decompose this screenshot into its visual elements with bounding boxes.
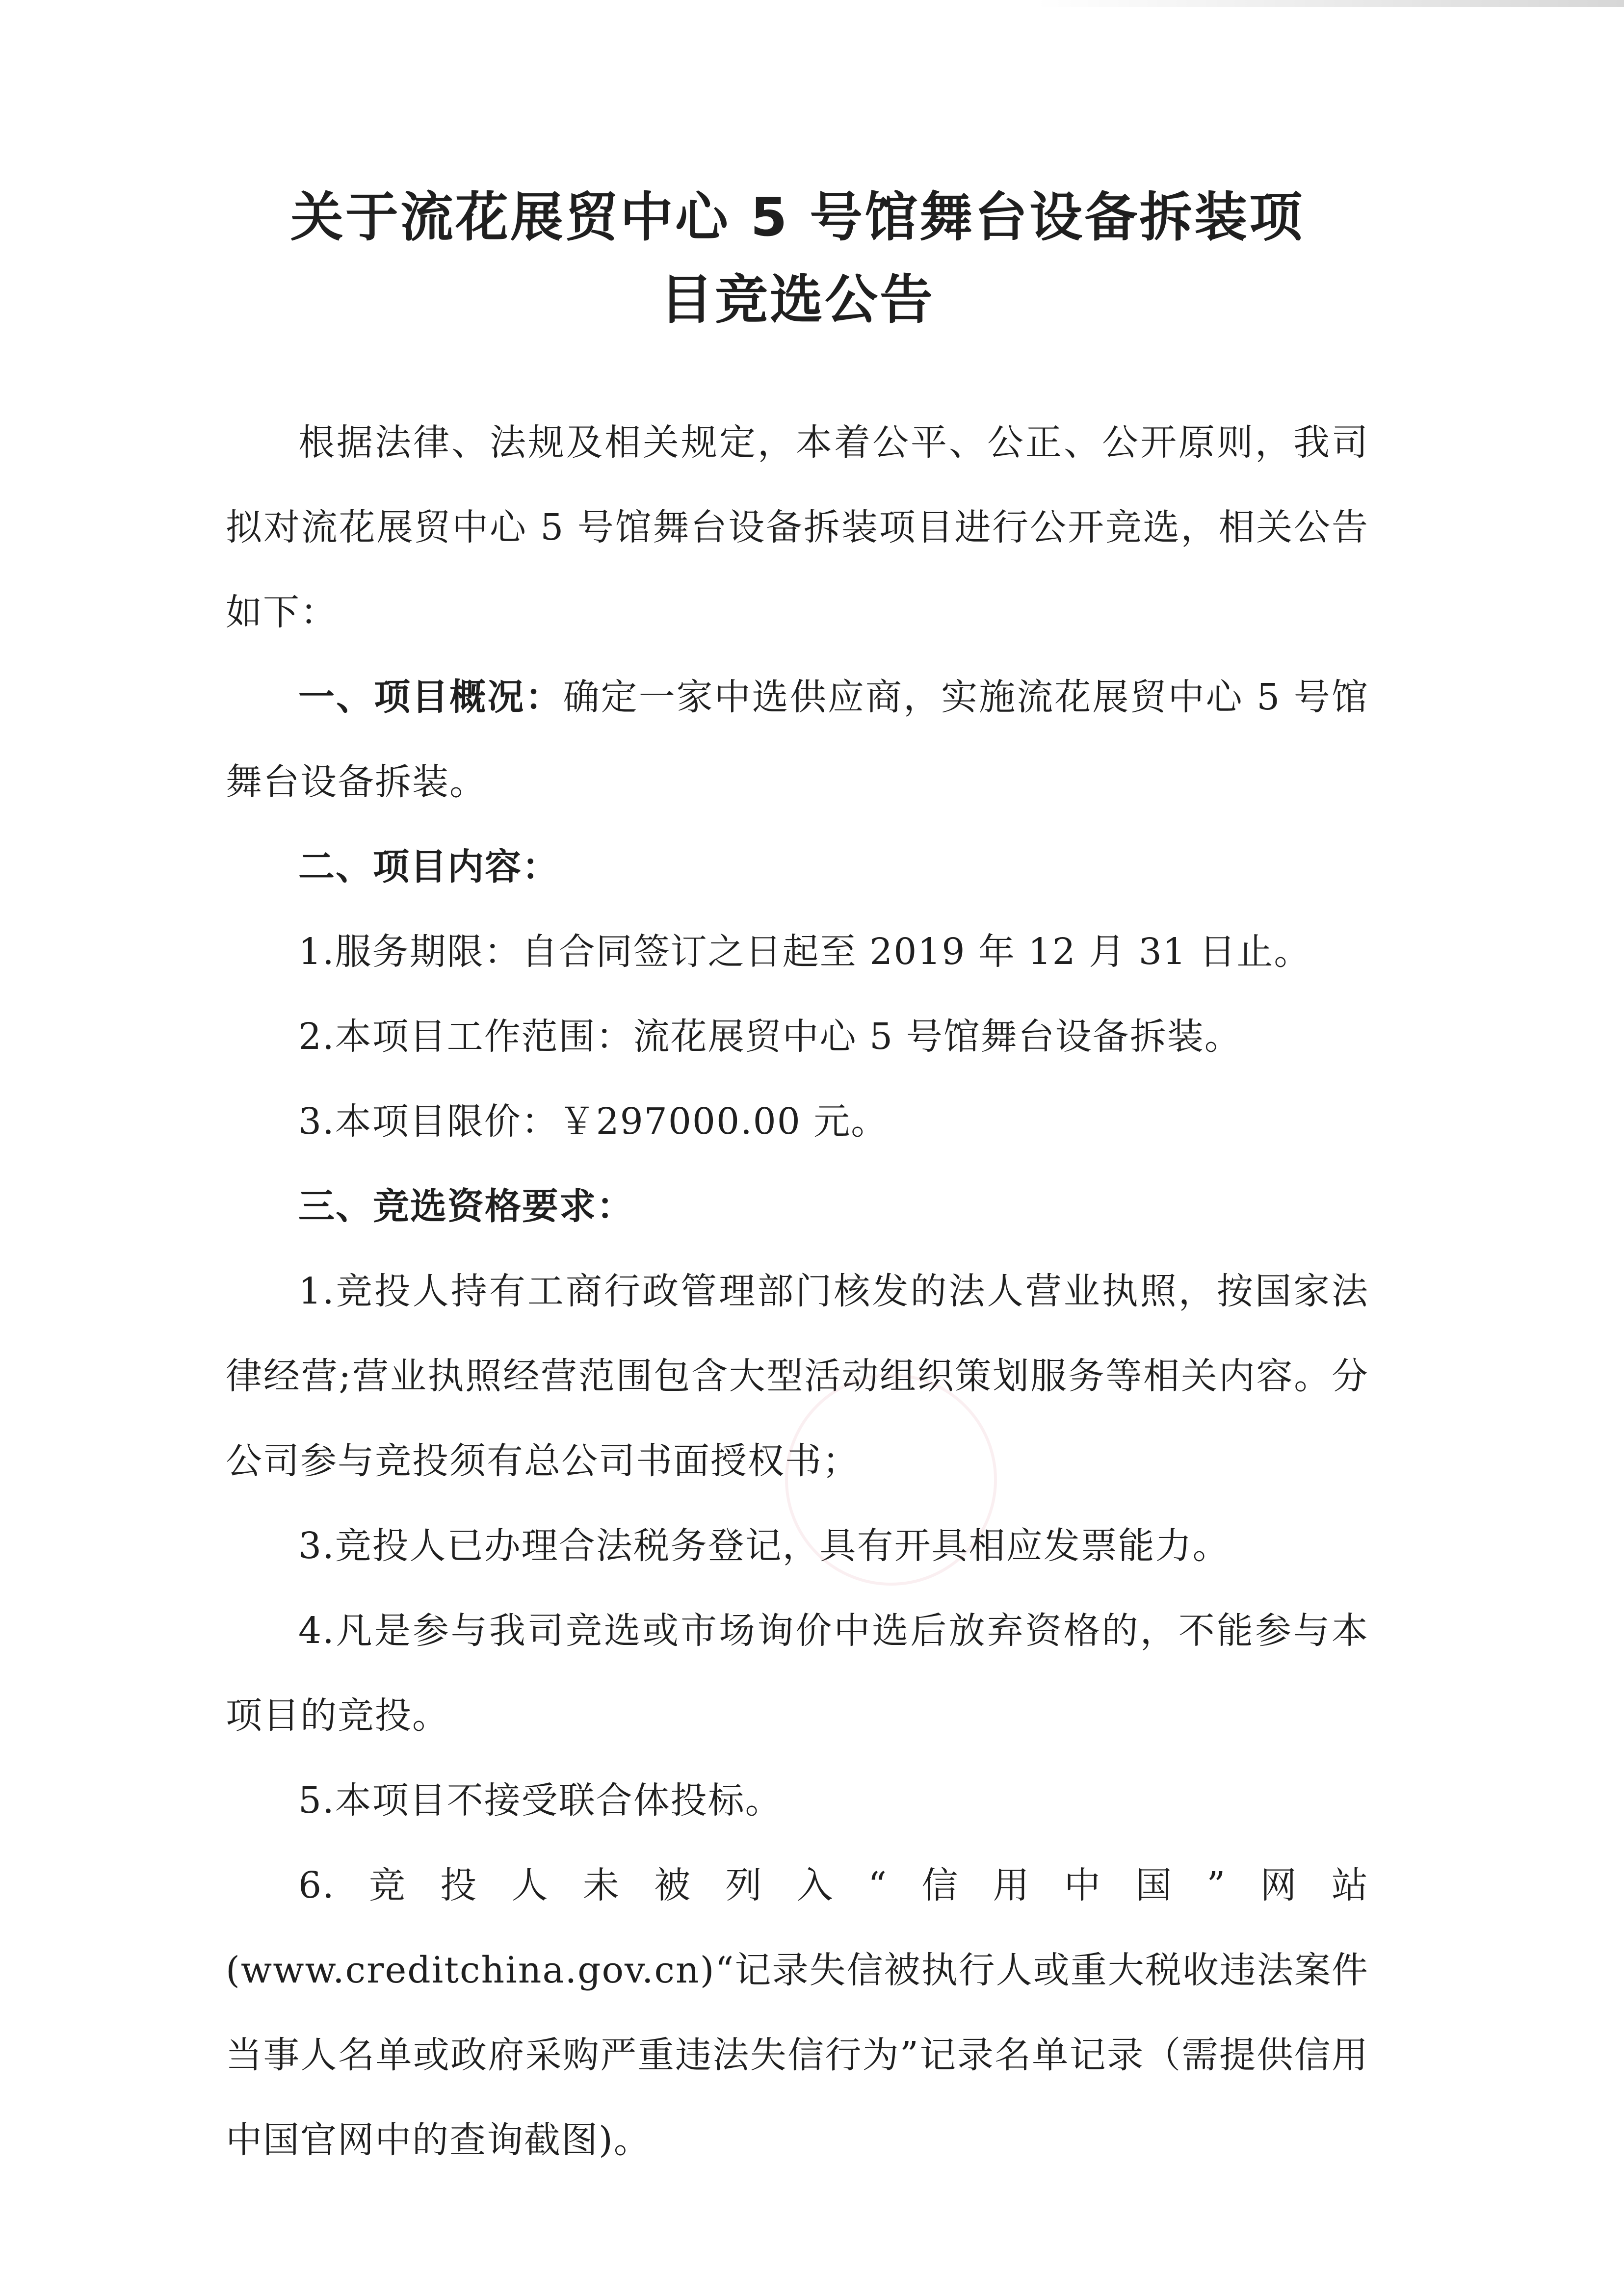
section-1-paragraph: [226, 655, 1369, 825]
faint-seal-mark: [785, 1374, 997, 1586]
section-2-item: 2.本项目工作范围：流花展贸中心 5 号馆舞台设备拆装。: [298, 1016, 1242, 1058]
section-3-item: 1.竞投人持有工商行政管理部门核发的法人营业执照，按国家法律经营;营业执照经营范围包含大型活动组织策划服务等相关内容。分公司参与竞投须有总公司书面授权书；: [226, 1270, 1369, 1482]
section-2-item: 3.本项目限价：￥297000.00 元。: [298, 1100, 889, 1143]
section-1-text: 确定一家中选供应商，实施流花展贸中心 5 号馆舞台设备拆装。: [226, 676, 1369, 803]
section-3-item: 6.竞投人未被列入“信用中国”网站(www.creditchina.gov.cn)“记录失信被执行人或重大税收违法案件当事人名单或政府采购严重违法失信行为”记录名单记录（需提供信用中国官网中的查询截图)。: [226, 1864, 1369, 2161]
section-2-heading: [226, 825, 1369, 910]
section-3-item: 3.竞投人已办理合法税务登记，具有开具相应发票能力。: [298, 1525, 1230, 1567]
section-2-label: 二、项目内容：: [298, 846, 559, 888]
document-title: [226, 177, 1369, 341]
section-3-item: 5.本项目不接受联合体投标。: [298, 1779, 783, 1822]
intro-paragraph: 根据法律、法规及相关规定，本着公平、公正、公开原则，我司拟对流花展贸中心 5 号馆舞台设备拆装项目进行公开竞选，相关公告如下：: [226, 421, 1369, 633]
section-3-label: 三、竞选资格要求：: [298, 1185, 634, 1227]
document-page: [226, 177, 1369, 2183]
scan-edge: [1035, 0, 1624, 7]
title-line-2: 目竞选公告: [659, 269, 935, 331]
section-1-label: 一、项目概况：: [298, 676, 563, 718]
section-2-item: 1.服务期限：自合同签订之日起至 2019 年 12 月 31 日止。: [298, 931, 1311, 973]
title-line-1: 关于流花展贸中心 5 号馆舞台设备拆装项: [290, 187, 1305, 248]
section-3-item: 4.凡是参与我司竞选或市场询价中选后放弃资格的，不能参与本项目的竞投。: [226, 1610, 1369, 1737]
section-3-heading: [226, 1164, 1369, 1249]
